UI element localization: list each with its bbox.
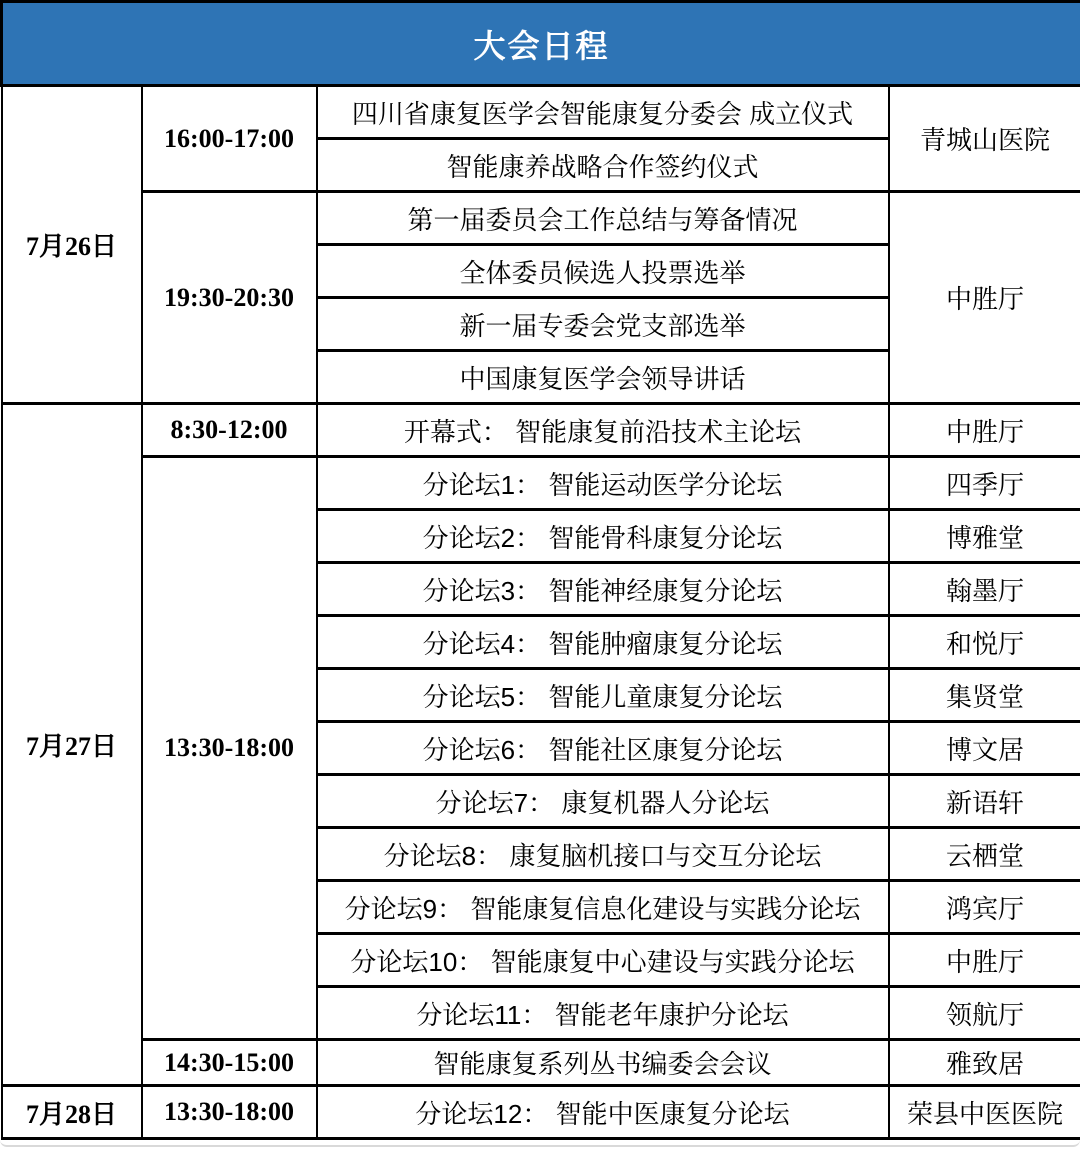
event-cell: 分论坛12： 智能中医康复分论坛 <box>317 1086 889 1139</box>
event-cell: 开幕式： 智能康复前沿技术主论坛 <box>317 404 889 457</box>
date-cell: 7月26日 <box>2 86 142 404</box>
event-cell: 分论坛3： 智能神经康复分论坛 <box>317 563 889 616</box>
schedule-row <box>2 404 1080 457</box>
event-cell: 全体委员候选人投票选举 <box>317 245 889 298</box>
event-cell: 分论坛6： 智能社区康复分论坛 <box>317 722 889 775</box>
time-cell: 13:30-18:00 <box>142 1086 317 1139</box>
schedule-row <box>2 86 1080 139</box>
event-cell: 分论坛10： 智能康复中心建设与实践分论坛 <box>317 934 889 987</box>
event-cell: 分论坛9： 智能康复信息化建设与实践分论坛 <box>317 881 889 934</box>
event-cell: 智能康复系列丛书编委会会议 <box>317 1040 889 1086</box>
time-cell: 19:30-20:30 <box>142 192 317 404</box>
location-cell: 青城山医院 <box>889 86 1080 192</box>
event-cell: 分论坛8： 康复脑机接口与交互分论坛 <box>317 828 889 881</box>
location-cell: 翰墨厅 <box>889 563 1080 616</box>
location-cell: 云栖堂 <box>889 828 1080 881</box>
schedule-row <box>2 192 1080 245</box>
event-cell: 四川省康复医学会智能康复分委会 成立仪式 <box>317 86 889 139</box>
time-cell: 14:30-15:00 <box>142 1040 317 1086</box>
date-cell: 7月27日 <box>2 404 142 1086</box>
date-cell: 7月28日 <box>2 1086 142 1139</box>
location-cell: 博雅堂 <box>889 510 1080 563</box>
location-cell: 领航厅 <box>889 987 1080 1040</box>
location-cell: 博文居 <box>889 722 1080 775</box>
event-cell: 分论坛7： 康复机器人分论坛 <box>317 775 889 828</box>
event-cell: 第一届委员会工作总结与筹备情况 <box>317 192 889 245</box>
schedule-row <box>2 1040 1080 1086</box>
location-cell: 鸿宾厅 <box>889 881 1080 934</box>
event-cell: 分论坛5： 智能儿童康复分论坛 <box>317 669 889 722</box>
time-cell: 13:30-18:00 <box>142 457 317 1040</box>
event-cell: 新一届专委会党支部选举 <box>317 298 889 351</box>
location-cell: 新语轩 <box>889 775 1080 828</box>
card-bottom-edge <box>0 1140 1080 1147</box>
title-row <box>2 2 1080 86</box>
event-cell: 中国康复医学会领导讲话 <box>317 351 889 404</box>
time-cell: 16:00-17:00 <box>142 86 317 192</box>
page-title: 大会日程 <box>2 2 1080 86</box>
event-cell: 分论坛1： 智能运动医学分论坛 <box>317 457 889 510</box>
schedule-row <box>2 1086 1080 1139</box>
event-cell: 分论坛11： 智能老年康护分论坛 <box>317 987 889 1040</box>
location-cell: 集贤堂 <box>889 669 1080 722</box>
location-cell: 中胜厅 <box>889 192 1080 404</box>
location-cell: 中胜厅 <box>889 404 1080 457</box>
schedule-body <box>2 86 1080 1139</box>
time-cell: 8:30-12:00 <box>142 404 317 457</box>
location-cell: 雅致居 <box>889 1040 1080 1086</box>
event-cell: 分论坛2： 智能骨科康复分论坛 <box>317 510 889 563</box>
schedule-row <box>2 457 1080 510</box>
location-cell: 中胜厅 <box>889 934 1080 987</box>
event-cell: 分论坛4： 智能肿瘤康复分论坛 <box>317 616 889 669</box>
event-cell: 智能康养战略合作签约仪式 <box>317 139 889 192</box>
location-cell: 和悦厅 <box>889 616 1080 669</box>
location-cell: 荣县中医医院 <box>889 1086 1080 1139</box>
location-cell: 四季厅 <box>889 457 1080 510</box>
